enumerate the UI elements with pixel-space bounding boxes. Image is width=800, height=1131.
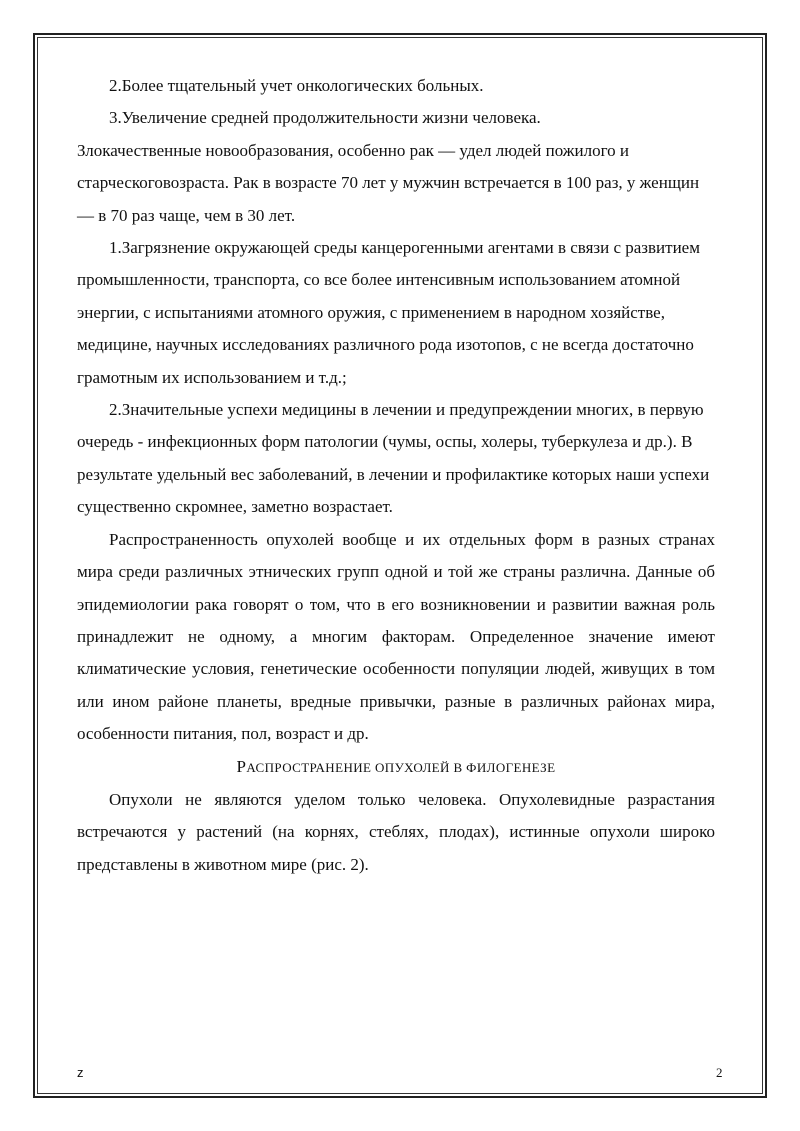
paragraph-prevalence: Распространенность опухолей вообще и их отдельных форм в разных странах мира среди различных этнических групп одной и той же страны различна. Данные об эпидемиологии рака говорят о том, что в его возникновении и развитии важная роль принадлежит не одному, а многим факторам. Определенное значение имеют климатические условия, генетические особенности популяции людей, живущих в том или ином районе планеты, вредные привычки, разные в различных районах мира, особенности питания, пол, возраст и др.: [77, 529, 715, 744]
paragraph-pollution: 1.Загрязнение окружающей среды канцерогенными агентами в связи с развитием промышленности, транспорта, со все более интенсивным использованием атомной энергии, с испытаниями атомного оружия, с применением в народном хозяйстве, медицине, научных исследованиях различного рода изотопов, с не всегда достаточно грамотным их использованием и т.д.;: [77, 238, 700, 387]
paragraph-phylogenesis: Опухоли не являются уделом только человека. Опухолевидные разрастания встречаются у растений (на корнях, стеблях, плодах), истинные опухоли широко представлены в животном мире (рис. 2).: [77, 789, 715, 874]
paragraph-careful-accounting: 2.Более тщательный учет онкологических больных.: [109, 76, 484, 95]
section-heading: [77, 751, 715, 784]
section-heading-initial: Р: [236, 756, 247, 776]
page-number: 2: [716, 1065, 723, 1080]
paragraph-elderly-cancer: Злокачественные новообразования, особенно рак — удел людей пожилого и старческоговозраста. Рак в возрасте 70 лет у мужчин встречается в 100 раз, у женщин — в 70 раз чаще, чем в 30 лет.: [77, 140, 700, 225]
paragraph-life-expectancy: 3.Увеличение средней продолжительности жизни человека.: [109, 108, 541, 128]
paragraph-medical-success: 2.Значительные успехи медицины в лечении и предупреждении многих, в первую очередь - инфекционных форм патологии (чумы, оспы, холеры, туберкулеза и др.). В результате удельный вес заболеваний, в лечении и профилактике которых наши успехи существенно скромнее, заметно возрастает.: [77, 400, 710, 517]
page-body: [77, 70, 715, 881]
footer-marker: z: [77, 1065, 84, 1080]
section-heading-rest: АСПРОСТРАНЕНИЕ ОПУХОЛЕЙ В ФИЛОГЕНЕЗЕ: [246, 759, 556, 775]
